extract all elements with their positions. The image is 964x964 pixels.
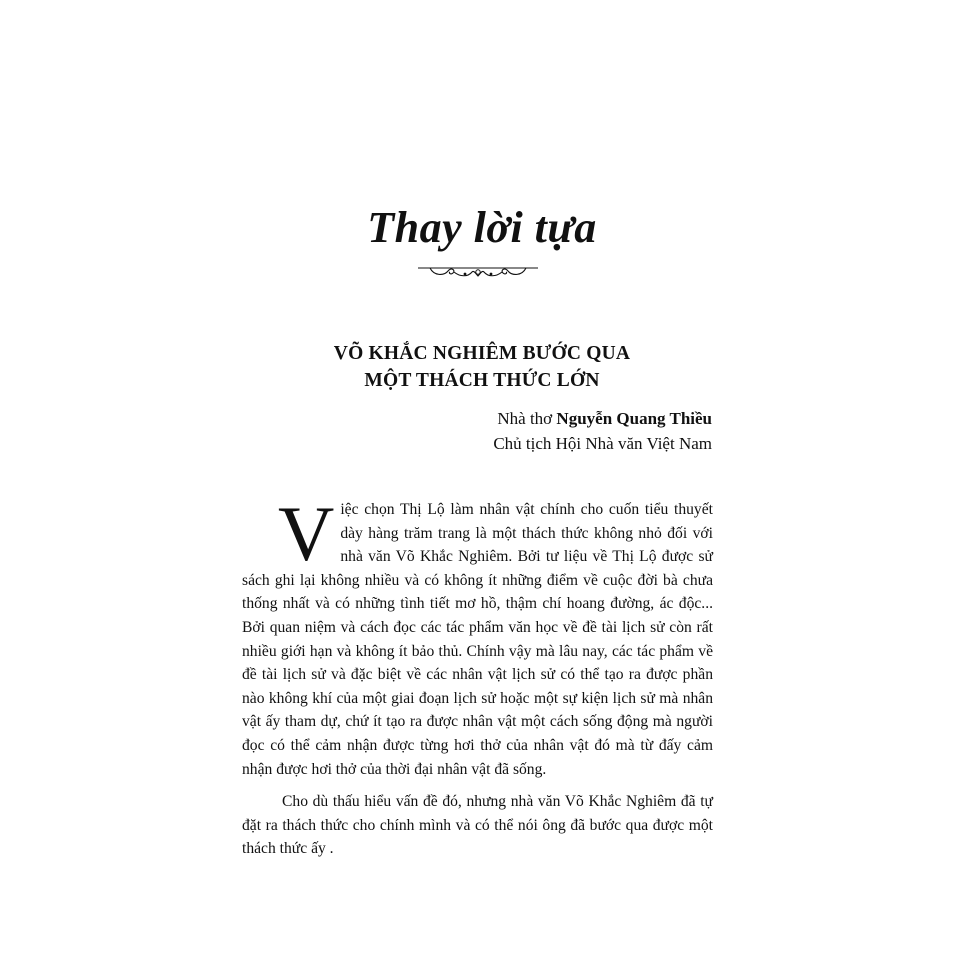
body-text — [242, 490, 713, 861]
flourish-divider-icon — [418, 262, 538, 282]
chapter-heading-line-1: VÕ KHẮC NGHIÊM BƯỚC QUA — [333, 343, 631, 364]
paragraph-1 — [242, 490, 713, 781]
author-line — [493, 406, 712, 431]
page-title: Thay lời tựa — [367, 203, 597, 252]
drop-cap: V — [278, 490, 335, 577]
chapter-heading-line-2: MỘT THÁCH THỨC LỚN — [364, 370, 600, 391]
paragraph-2: Cho dù thấu hiểu vấn đề đó, nhưng nhà văn Võ Khắc Nghiêm đã tự đặt ra thách thức cho chính mình và có thể nói ông đã bước qua được một thách thức ấy . — [242, 793, 713, 858]
author-byline — [493, 406, 712, 456]
author-name: Nguyễn Quang Thiều — [556, 409, 712, 428]
chapter-heading — [0, 340, 964, 394]
author-role: Chủ tịch Hội Nhà văn Việt Nam — [493, 434, 712, 453]
author-prefix: Nhà thơ — [497, 409, 557, 428]
paragraph-1-text: iệc chọn Thị Lộ làm nhân vật chính cho cuốn tiểu thuyết dày hàng trăm trang là một thách thức không nhỏ đối với nhà văn Võ Khắc Nghiêm. Bởi tư liệu về Thị Lộ được sử sách ghi lại không nhiều và có không ít những điểm về cuộc đời bà chưa thống nhất và có những tình tiết mơ hồ, thậm chí hoang đường, ác độc... Bởi quan niệm và cách đọc các tác phẩm văn học về đề tài lịch sử còn rất nhiều giới hạn và không ít bảo thủ. Chính vậy mà lâu nay, các tác phẩm về đề tài lịch sử và đặc biệt về các nhân vật lịch sử có thể tạo ra được phần nào không khí của một giai đoạn lịch sử hoặc một sự kiện lịch sử mà nhân vật ấy tham dự, chứ ít tạo ra được nhân vật một cách sống động mà người đọc có thể cảm nhận được từng hơi thở của nhân vật đó mà từ đấy cảm nhận được hơi thở của thời đại nhân vật đã sống. — [242, 501, 713, 778]
